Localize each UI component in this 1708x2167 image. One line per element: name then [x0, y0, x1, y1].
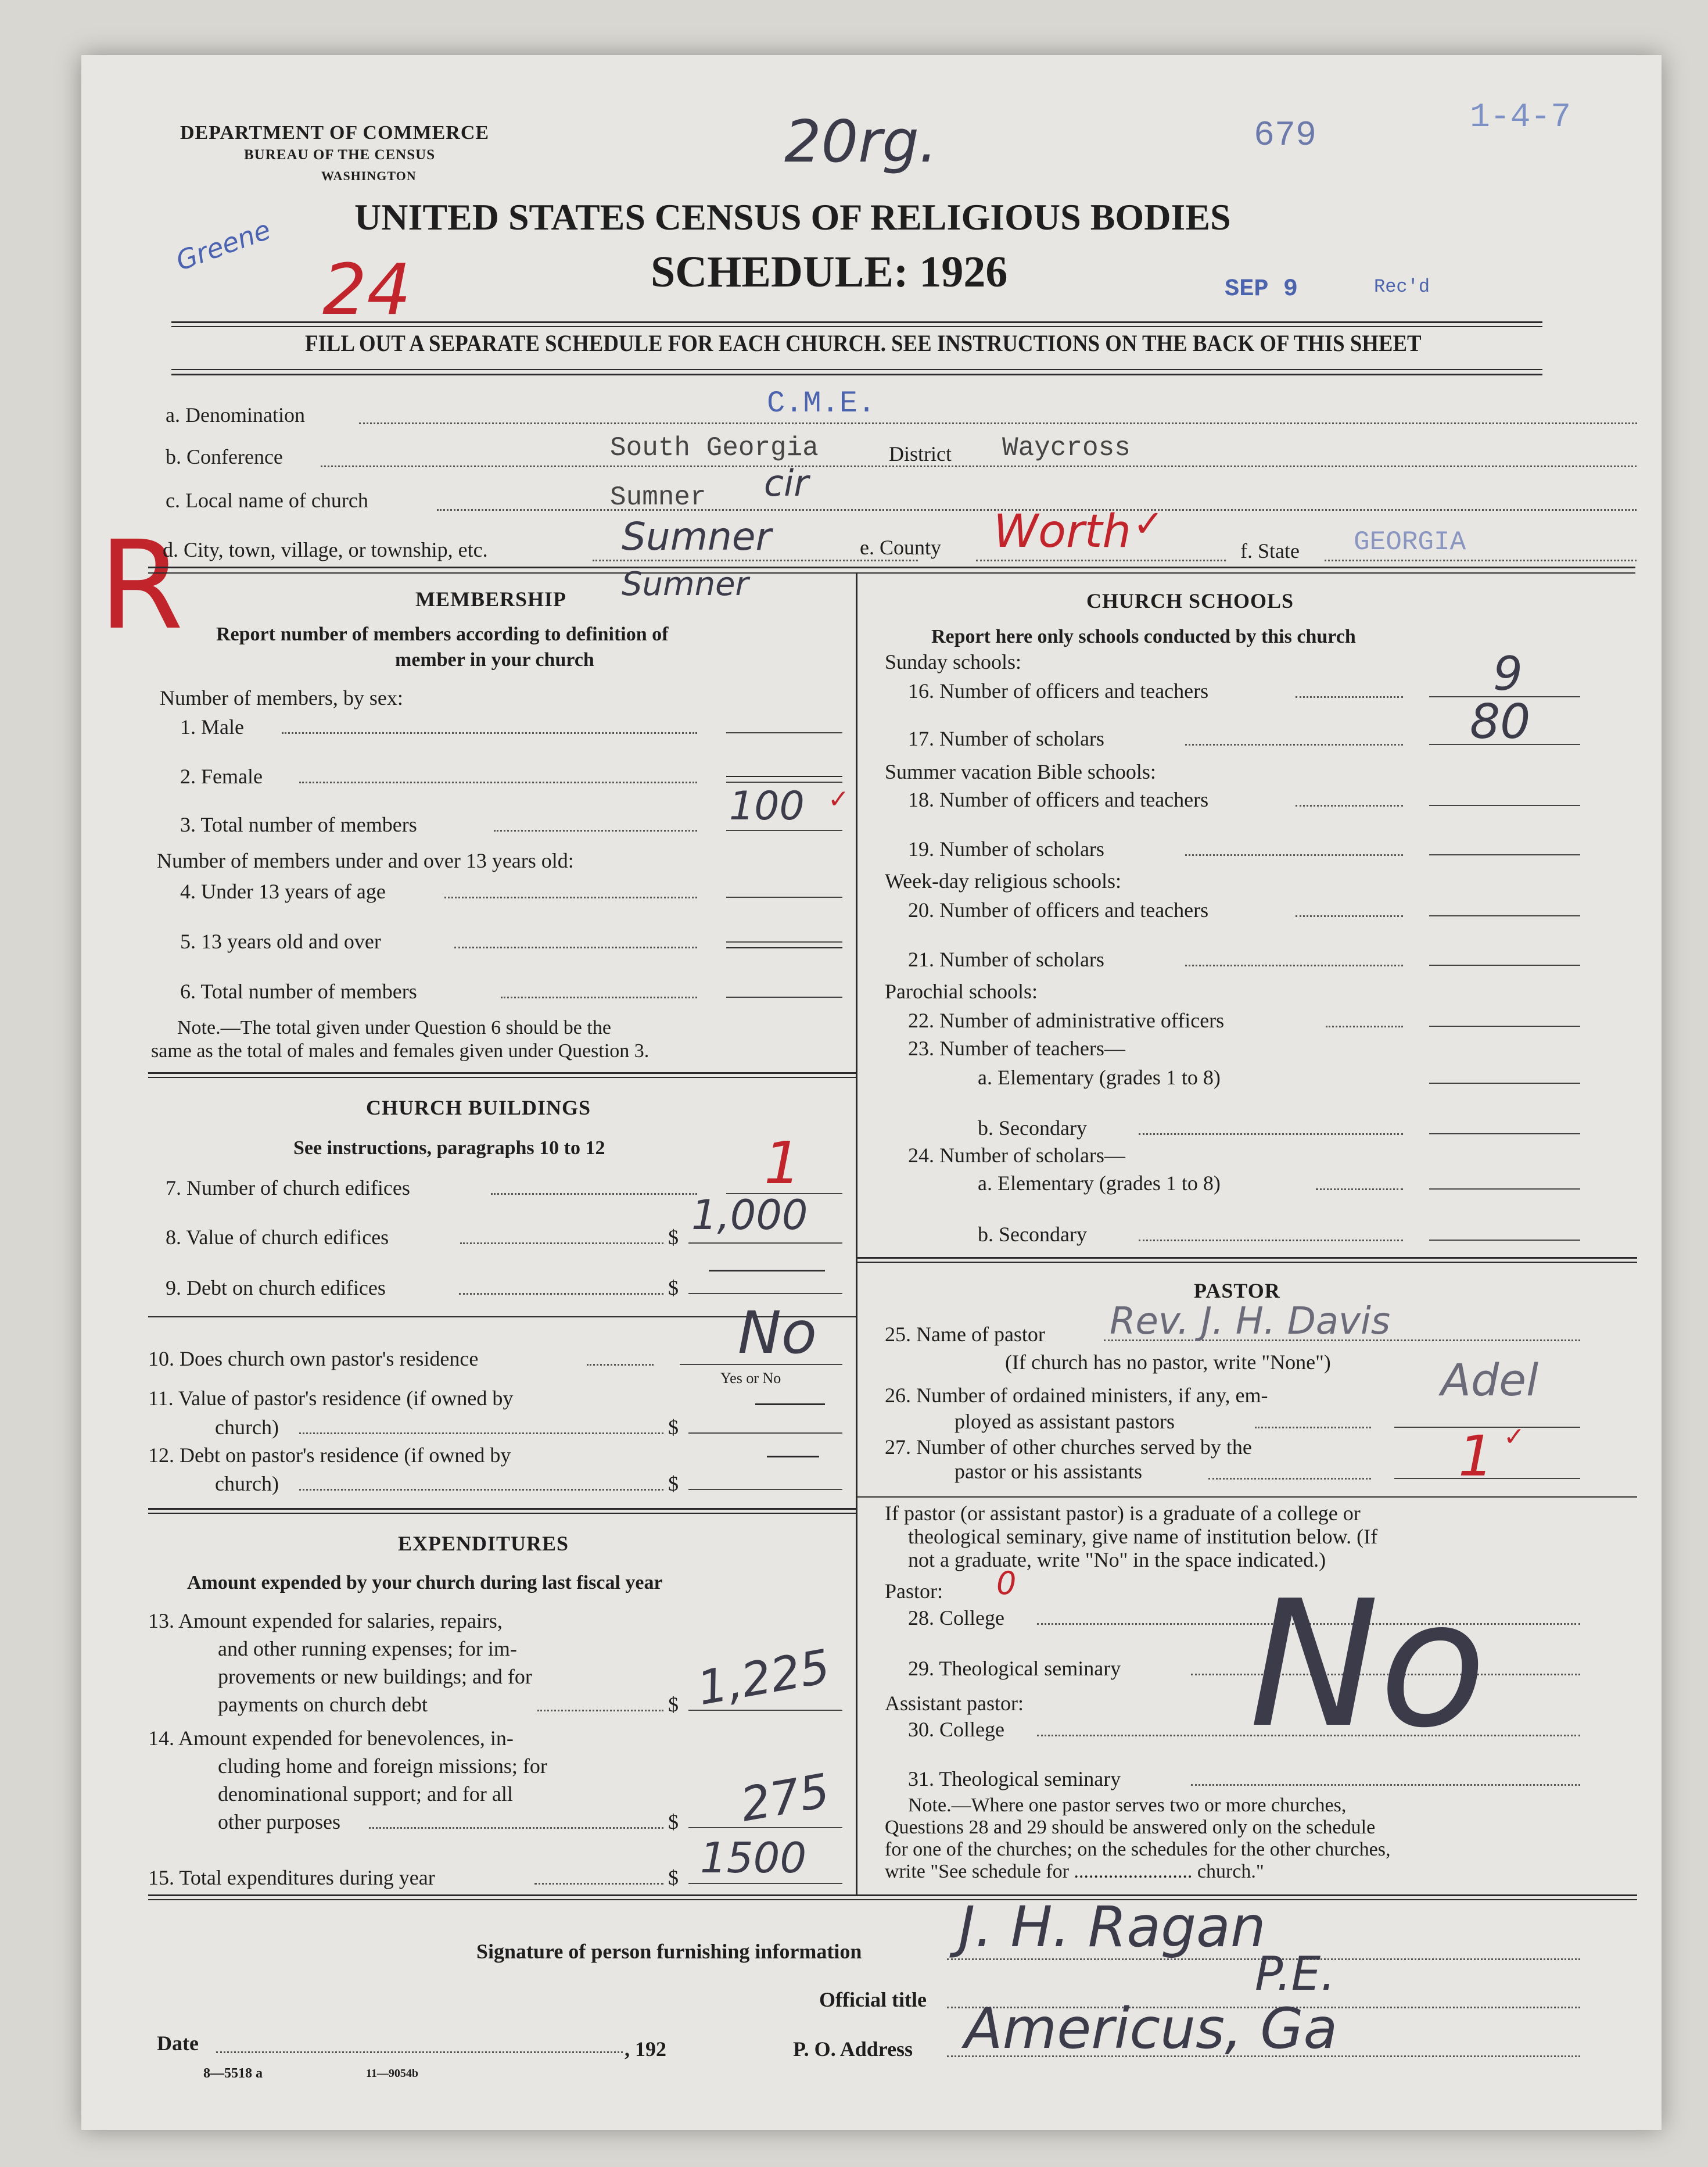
city-line: [593, 560, 918, 561]
q17-label: 17. Number of scholars: [908, 727, 1104, 750]
bureau-name: BUREAU OF THE CENSUS: [244, 147, 436, 163]
church-name-typed: Sumner: [610, 482, 706, 513]
q7-line: [491, 1193, 697, 1195]
q11-field[interactable]: [688, 1432, 842, 1434]
denomination-label: a. Denomination: [166, 403, 305, 427]
handwritten-org-note: 20rg.: [784, 108, 938, 175]
pastor-heading: PASTOR: [1194, 1279, 1280, 1302]
rule: [148, 1072, 856, 1074]
q24-label: 24. Number of scholars—: [908, 1144, 1125, 1167]
q23a-label: a. Elementary (grades 1 to 8): [978, 1066, 1221, 1089]
sumner-note: Sumner: [622, 565, 749, 603]
q13-label-2: and other running expenses; for im-: [218, 1637, 517, 1660]
sunday-schools-label: Sunday schools:: [885, 650, 1022, 674]
q23-label: 23. Number of teachers—: [908, 1037, 1125, 1060]
q9-line: [459, 1293, 663, 1295]
church-name-label: c. Local name of church: [166, 489, 368, 512]
expenditures-subheading: Amount expended by your church during last fiscal year: [187, 1572, 663, 1593]
q25-note: (If church has no pastor, write "None"): [1005, 1351, 1331, 1374]
q12-dollar: $: [668, 1472, 679, 1495]
q31-label: 31. Theological seminary: [908, 1767, 1121, 1790]
q2-field-double: [726, 776, 842, 777]
weekday-schools-label: Week-day religious schools:: [885, 869, 1122, 893]
pastor-sublabel: Pastor:: [885, 1579, 943, 1603]
q13-value: 1,225: [693, 1639, 834, 1716]
membership-note-2: same as the total of males and females given under Question 3.: [151, 1040, 650, 1062]
assistant-sublabel: Assistant pastor:: [885, 1692, 1024, 1715]
q3-total-label: 3. Total number of members: [180, 813, 417, 836]
q4-line: [444, 897, 697, 898]
q14-line: [369, 1827, 663, 1829]
q8-value: 1,000: [691, 1191, 808, 1239]
q16-value: 9: [1493, 647, 1523, 701]
q20-field[interactable]: [1429, 915, 1580, 916]
q6-label: 6. Total number of members: [180, 980, 417, 1003]
rule: [148, 572, 1635, 574]
census-schedule-sheet: [81, 55, 1662, 2130]
q15-label: 15. Total expenditures during year: [148, 1866, 435, 1889]
big-number-annotation: 24: [322, 250, 411, 331]
q9-field[interactable]: [688, 1293, 842, 1294]
q26-line: [1255, 1427, 1371, 1428]
q4-label: 4. Under 13 years of age: [180, 880, 386, 903]
membership-note: Note.—The total given under Question 6 should be the: [177, 1017, 611, 1038]
q8-label: 8. Value of church edifices: [166, 1226, 389, 1249]
q23b-field[interactable]: [1429, 1133, 1580, 1134]
q24b-field[interactable]: [1429, 1240, 1580, 1241]
signature-value: J. H. Ragan: [959, 1894, 1266, 1960]
q5-line: [454, 947, 697, 948]
parochial-schools-label: Parochial schools:: [885, 980, 1038, 1003]
county-value: Worth: [993, 506, 1131, 558]
q11-line: [299, 1432, 663, 1434]
checkmark-icon: ✓: [828, 785, 849, 814]
q10-value: No: [738, 1299, 817, 1367]
q25-label: 25. Name of pastor: [885, 1323, 1045, 1346]
q14-label-3: denominational support; and for all: [218, 1782, 513, 1806]
city-label: d. City, town, village, or township, etc.: [163, 538, 488, 561]
margin-letter: R: [99, 514, 184, 657]
rule: [856, 1262, 1637, 1263]
district-value: Waycross: [1002, 433, 1131, 463]
q12-field[interactable]: [688, 1489, 842, 1490]
q7-value: 1: [764, 1129, 801, 1197]
q9-dash: [709, 1270, 825, 1271]
q23b-line: [1139, 1133, 1403, 1135]
department-name: DEPARTMENT OF COMMERCE: [180, 122, 490, 144]
county-label: e. County: [860, 536, 941, 559]
q9-dollar: $: [668, 1276, 679, 1299]
q8-dollar: $: [668, 1226, 679, 1249]
rule: [148, 567, 1635, 568]
q5-field-double: [726, 947, 842, 948]
q19-label: 19. Number of scholars: [908, 837, 1104, 861]
q20-line: [1296, 915, 1403, 917]
q13-label: 13. Amount expended for salaries, repairs,: [148, 1609, 503, 1632]
church-name-handwritten: cir: [764, 462, 809, 504]
checkmark-icon: ✓: [1504, 1423, 1525, 1451]
q24b-label: b. Secondary: [978, 1223, 1087, 1246]
form-number: 8—5518 a: [203, 2066, 263, 2081]
address-value: Americus, Ga: [964, 1996, 1338, 2061]
received-label-stamp: Rec'd: [1374, 276, 1430, 298]
q26-label-2: ployed as assistant pastors: [955, 1410, 1175, 1433]
q19-line: [1185, 854, 1403, 856]
pastor-note: Note.—Where one pastor serves two or more churches,: [908, 1795, 1347, 1816]
q14-dollar: $: [668, 1810, 679, 1833]
checkmark-icon: ✓: [1133, 503, 1164, 545]
q15-dollar: $: [668, 1866, 679, 1889]
q22-field[interactable]: [1429, 1026, 1580, 1027]
q17-value: 80: [1470, 694, 1531, 750]
q5-label: 5. 13 years old and over: [180, 930, 381, 953]
q24a-label: a. Elementary (grades 1 to 8): [978, 1172, 1221, 1195]
signature-label: Signature of person furnishing information: [476, 1940, 862, 1963]
q7-label: 7. Number of church edifices: [166, 1176, 410, 1199]
date-label: Date: [157, 2032, 199, 2055]
q26-label: 26. Number of ordained ministers, if any, em-: [885, 1384, 1268, 1407]
graduate-instruction-3: not a graduate, write "No" in the space indicated.): [908, 1548, 1326, 1571]
official-title-value: P.E.: [1255, 1947, 1336, 2001]
q28-label: 28. College: [908, 1606, 1004, 1629]
pastor-mark: 0: [996, 1565, 1017, 1602]
q12-label: 12. Debt on pastor's residence (if owned by: [148, 1444, 511, 1467]
county-line: [976, 560, 1226, 561]
q27-value: 1: [1458, 1424, 1494, 1489]
q29-label: 29. Theological seminary: [908, 1657, 1121, 1680]
q15-line: [534, 1883, 663, 1885]
denomination-line: [359, 422, 1637, 424]
q10-line: [587, 1364, 654, 1366]
membership-heading: MEMBERSHIP: [415, 588, 567, 611]
q23b-label: b. Secondary: [978, 1116, 1087, 1140]
column-divider: [856, 572, 857, 1894]
q23a-field[interactable]: [1429, 1083, 1580, 1084]
members-by-sex: Number of members, by sex:: [160, 686, 403, 710]
q8-line: [460, 1242, 663, 1244]
rule: [148, 1508, 856, 1510]
q30-label: 30. College: [908, 1718, 1004, 1741]
q9-label: 9. Debt on church edifices: [166, 1276, 386, 1299]
q18-field[interactable]: [1429, 805, 1580, 806]
summer-schools-label: Summer vacation Bible schools:: [885, 760, 1156, 783]
q24a-field[interactable]: [1429, 1188, 1580, 1190]
pastor-note-3: for one of the churches; on the schedules for the other churches,: [885, 1839, 1391, 1860]
q20-label: 20. Number of officers and teachers: [908, 898, 1209, 922]
q1-field[interactable]: [726, 732, 842, 733]
q11-label: 11. Value of pastor's residence (if owned by: [148, 1387, 514, 1410]
members-by-age: Number of members under and over 13 years old:: [157, 849, 574, 872]
graduate-instruction-2: theological seminary, give name of institution below. (If: [908, 1525, 1378, 1548]
q12-line: [299, 1489, 663, 1491]
q13-label-4: payments on church debt: [218, 1693, 428, 1716]
q22-label: 22. Number of administrative officers: [908, 1009, 1225, 1032]
q6-field[interactable]: [726, 997, 842, 998]
membership-intro: Report number of members according to definition of: [216, 624, 669, 645]
q11-label-2: church): [215, 1416, 279, 1439]
q16-line: [1296, 696, 1403, 698]
rule: [148, 1513, 856, 1514]
conference-label: b. Conference: [166, 445, 283, 468]
q27-label-2: pastor or his assistants: [955, 1460, 1142, 1483]
county-note: Greene: [171, 213, 275, 277]
form-title: UNITED STATES CENSUS OF RELIGIOUS BODIES: [354, 196, 1231, 238]
date-year: , 192: [625, 2037, 666, 2061]
q1-male-label: 1. Male: [180, 715, 244, 739]
q18-line: [1296, 805, 1403, 807]
yes-no-hint: Yes or No: [720, 1370, 781, 1387]
rule: [171, 321, 1542, 323]
q13-line: [537, 1710, 663, 1711]
rule: [148, 1894, 1637, 1896]
rule: [856, 1496, 1637, 1498]
q15-value: 1500: [700, 1833, 807, 1882]
q10-label: 10. Does church own pastor's residence: [148, 1347, 479, 1370]
q21-line: [1185, 965, 1403, 966]
q19-field[interactable]: [1429, 854, 1580, 855]
q12-dash: [767, 1456, 819, 1457]
q4-field[interactable]: [726, 897, 842, 898]
district-label: District: [889, 442, 952, 465]
q2-field[interactable]: [726, 782, 842, 783]
q21-field[interactable]: [1429, 965, 1580, 966]
q18-label: 18. Number of officers and teachers: [908, 788, 1209, 811]
college-answer: No: [1249, 1563, 1486, 1766]
schools-heading: CHURCH SCHOOLS: [1086, 589, 1294, 613]
received-date-stamp: SEP 9: [1225, 275, 1298, 303]
q1-line: [282, 732, 697, 734]
pastor-note-2: Questions 28 and 29 should be answered only on the schedule: [885, 1817, 1376, 1838]
q2-female-label: 2. Female: [180, 765, 263, 788]
pastor-name-value: Rev. J. H. Davis: [1110, 1300, 1391, 1343]
rule: [148, 1899, 1637, 1900]
print-number: 11—9054b: [366, 2067, 419, 2080]
q16-label: 16. Number of officers and teachers: [908, 679, 1209, 703]
separate-schedule-instruction: FILL OUT A SEPARATE SCHEDULE FOR EACH CHURCH. SEE INSTRUCTIONS ON THE BACK OF THIS SHEET: [305, 330, 1422, 356]
q12-label-2: church): [215, 1472, 279, 1495]
q3-line: [494, 830, 697, 832]
denomination-value: C.M.E.: [767, 386, 876, 421]
q31-line: [1191, 1784, 1580, 1786]
q3-field[interactable]: [726, 830, 842, 831]
city-value: Sumner: [622, 514, 772, 559]
q11-dollar: $: [668, 1416, 679, 1439]
schools-subheading: Report here only schools conducted by this church: [931, 626, 1356, 647]
q21-label: 21. Number of scholars: [908, 948, 1104, 971]
graduate-instruction: If pastor (or assistant pastor) is a graduate of a college or: [885, 1502, 1361, 1525]
state-value: GEORGIA: [1354, 527, 1466, 557]
pastor-note-4: write "See schedule for ........................ church.": [885, 1861, 1264, 1882]
q8-field[interactable]: [688, 1242, 842, 1244]
q14-label-4: other purposes: [218, 1810, 340, 1833]
rule: [148, 1077, 856, 1078]
q22-line: [1326, 1026, 1403, 1027]
rule: [171, 374, 1542, 375]
q24a-line: [1316, 1188, 1403, 1190]
buildings-subheading: See instructions, paragraphs 10 to 12: [293, 1137, 605, 1159]
expenditures-heading: EXPENDITURES: [398, 1532, 569, 1555]
date-line: [216, 2051, 623, 2053]
q14-label-2: cluding home and foreign missions; for: [218, 1754, 547, 1778]
state-line: [1325, 560, 1637, 561]
bureau-city: WASHINGTON: [321, 169, 417, 183]
membership-intro-2: member in your church: [395, 649, 594, 671]
q14-label: 14. Amount expended for benevolences, in-: [148, 1727, 514, 1750]
q5-field[interactable]: [726, 941, 842, 943]
conference-line: [321, 465, 1637, 467]
official-title-label: Official title: [819, 1988, 927, 2011]
q14-value: 275: [737, 1763, 834, 1832]
q15-field[interactable]: [688, 1883, 842, 1884]
q2-line: [299, 782, 697, 783]
rule: [856, 1257, 1637, 1259]
q6-line: [501, 997, 697, 998]
address-label: P. O. Address: [793, 2037, 913, 2061]
schedule-year: SCHEDULE: 1926: [651, 248, 1008, 296]
rule: [171, 326, 1542, 327]
q3-value: 100: [729, 783, 805, 829]
q13-label-3: provements or new buildings; and for: [218, 1665, 532, 1688]
state-label: f. State: [1240, 539, 1300, 563]
pastor-town-note: Adel: [1441, 1354, 1539, 1406]
q24b-line: [1139, 1240, 1403, 1241]
q11-dash: [755, 1403, 825, 1405]
rule: [171, 369, 1542, 370]
q13-dollar: $: [668, 1693, 679, 1716]
conference-value: South Georgia: [610, 433, 819, 463]
corner-code: 1-4-7: [1470, 99, 1571, 137]
q17-line: [1185, 744, 1403, 746]
number-stamp: 679: [1254, 116, 1317, 156]
q27-label: 27. Number of other churches served by the: [885, 1435, 1252, 1459]
buildings-heading: CHURCH BUILDINGS: [366, 1096, 591, 1119]
q27-line: [1208, 1478, 1371, 1480]
